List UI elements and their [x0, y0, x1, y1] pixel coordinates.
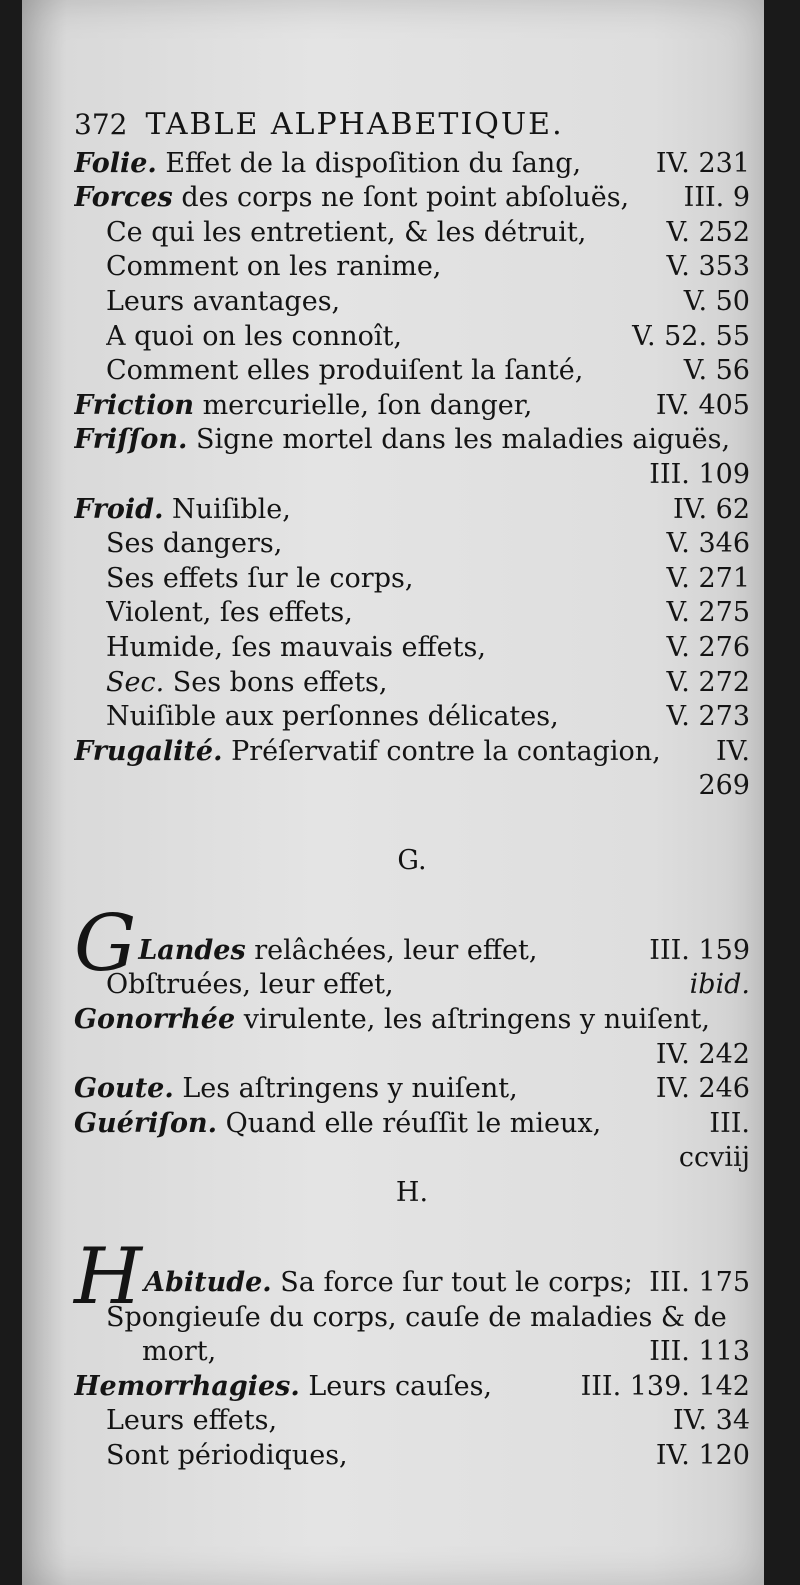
- index-entry: [74, 423, 750, 458]
- entry-text: Obſtruées, leur effet,: [106, 969, 394, 1001]
- entry-headword: Friſſon.: [74, 424, 188, 456]
- entry-reference: III. 175: [649, 1267, 750, 1299]
- index-entry: [74, 1335, 750, 1370]
- entry-reference: V. 252: [666, 216, 750, 248]
- entry-reference: V. 56: [683, 355, 750, 387]
- entry-reference: V. 52. 55: [632, 320, 750, 352]
- entry-text: des corps ne ſont point abſoluës,: [172, 182, 630, 214]
- index-entry: [74, 354, 750, 389]
- entry-text: Effet de la dispoſition du ſang,: [156, 147, 582, 179]
- entry-text: Quand elle réuſſit le mieux,: [217, 1107, 602, 1139]
- index-entry: [74, 1439, 750, 1474]
- entry-headword: Folie.: [74, 147, 157, 179]
- entry-headword: Goute.: [74, 1073, 174, 1105]
- entry-text: mercurielle, ſon danger,: [193, 389, 533, 421]
- index-entry: [74, 1370, 750, 1405]
- entry-text: Spongieuſe du corps, cauſe de maladies & de: [106, 1301, 727, 1333]
- entry-reference: ibid.: [689, 969, 750, 1001]
- entry-reference: V. 276: [666, 631, 750, 663]
- section-letter-g: G.: [397, 844, 427, 876]
- page-number: 372: [74, 108, 128, 141]
- entry-text: Leurs avantages,: [106, 285, 341, 317]
- entry-text: Sont périodiques,: [106, 1440, 348, 1471]
- book-page: [22, 0, 764, 1585]
- index-entry: [74, 527, 750, 562]
- index-entry: [74, 285, 750, 320]
- entry-reference: V. 346: [666, 528, 750, 560]
- index-entry: [74, 1107, 750, 1142]
- index-entry: [74, 181, 750, 216]
- index-entry: [74, 666, 750, 701]
- entry-text: relâchées, leur effet,: [245, 934, 538, 966]
- entry-text: mort,: [142, 1336, 217, 1368]
- entry-text: Préſervatif contre la contagion,: [222, 735, 661, 767]
- entry-text: Humide, ſes mauvais effets,: [106, 631, 486, 663]
- entry-italic-lead: Sec.: [106, 666, 165, 698]
- entry-reference: V. 353: [666, 251, 750, 283]
- entry-reference: V. 271: [666, 562, 750, 594]
- entry-text: Sa force ſur tout le corps;: [271, 1267, 633, 1299]
- entry-reference: IV. 405: [655, 389, 750, 421]
- index-entry: [74, 493, 750, 528]
- section-f-entries: [74, 147, 750, 804]
- index-entry: [74, 968, 750, 1003]
- drop-cap-h: H: [74, 1231, 143, 1322]
- section-letter-h: H.: [395, 1177, 429, 1209]
- index-entry: [74, 1072, 750, 1107]
- entry-text: Nuiſible aux perſonnes délicates,: [106, 701, 559, 733]
- index-entry: [74, 1301, 750, 1336]
- entry-text: Comment on les ranime,: [106, 251, 442, 283]
- entry-text: Violent, ſes effets,: [106, 597, 353, 629]
- index-entry: [74, 596, 750, 631]
- index-entry: [74, 320, 750, 355]
- index-entry: [74, 1404, 750, 1439]
- entry-reference: III. 9: [683, 182, 750, 214]
- entry-headword: Hemorrhagies.: [74, 1370, 300, 1402]
- index-entry: [74, 735, 750, 770]
- entry-reference: IV. 120: [655, 1440, 750, 1471]
- drop-cap-g: G: [74, 899, 137, 990]
- entry-reference: III.: [709, 1107, 750, 1139]
- entry-reference: III. 113: [649, 1336, 750, 1368]
- entry-reference: III. 109: [649, 458, 750, 490]
- entry-text: Leurs cauſes,: [299, 1370, 493, 1402]
- entry-headword: Landes: [138, 934, 246, 966]
- entry-reference: III. 139. 142: [580, 1370, 750, 1402]
- entry-reference: III. 159: [649, 934, 750, 966]
- page-header: [74, 108, 750, 143]
- section-g-entries: [74, 968, 750, 1176]
- entry-text: Comment elles produiſent la ſanté,: [106, 355, 584, 387]
- entry-text: Ses dangers,: [106, 528, 283, 560]
- entry-headword: Friction: [74, 389, 194, 421]
- entry-headword: Abitude.: [144, 1267, 272, 1299]
- entry-reference: IV. 246: [655, 1073, 750, 1105]
- index-entry: [74, 1038, 750, 1073]
- entry-reference: ccviij: [678, 1142, 750, 1174]
- entry-text: Leurs effets,: [106, 1405, 278, 1437]
- entry-text: Nuiſible,: [163, 493, 291, 525]
- index-entry: [74, 631, 750, 666]
- index-entry: [74, 458, 750, 493]
- entry-text: Les aſtringens y nuiſent,: [173, 1073, 518, 1105]
- index-entry: [74, 216, 750, 251]
- entry-reference: V. 272: [666, 666, 750, 698]
- index-entry: [74, 147, 750, 182]
- entry-reference: IV.: [715, 735, 750, 767]
- entry-headword: Forces: [74, 182, 173, 214]
- entry-text: virulente, les aſtringens y nuiſent,: [235, 1004, 710, 1036]
- index-entry: [74, 769, 750, 804]
- index-content: [74, 108, 750, 1474]
- page-title: TABLE ALPHABETIQUE.: [145, 107, 564, 142]
- entry-headword: Froid.: [74, 493, 164, 525]
- entry-text: Ses bons effets,: [164, 666, 388, 698]
- index-entry: [74, 700, 750, 735]
- entry-reference: IV. 231: [655, 147, 750, 179]
- entry-headword: Gonorrhée: [74, 1004, 236, 1036]
- entry-reference: 269: [698, 770, 750, 802]
- entry-reference: IV. 34: [673, 1405, 750, 1437]
- entry-headword: Frugalité.: [74, 735, 223, 767]
- entry-reference: V. 50: [683, 285, 750, 317]
- entry-text: A quoi on les connoît,: [106, 320, 402, 352]
- entry-text: Ce qui les entretient, & les détruit,: [106, 216, 587, 248]
- entry-reference: IV. 242: [655, 1038, 750, 1070]
- entry-reference: V. 273: [666, 701, 750, 733]
- entry-reference: IV. 62: [673, 493, 750, 525]
- index-entry: [74, 562, 750, 597]
- entry-headword: Guériſon.: [74, 1107, 218, 1139]
- section-h-entries: [74, 1301, 750, 1474]
- index-entry: [74, 250, 750, 285]
- entry-text: Ses effets ſur le corps,: [106, 562, 414, 594]
- index-entry: [74, 1141, 750, 1176]
- index-entry: [74, 389, 750, 424]
- entry-text: Signe mortel dans les maladies aiguës,: [187, 424, 731, 456]
- index-entry: [74, 1003, 750, 1038]
- entry-reference: V. 275: [666, 597, 750, 629]
